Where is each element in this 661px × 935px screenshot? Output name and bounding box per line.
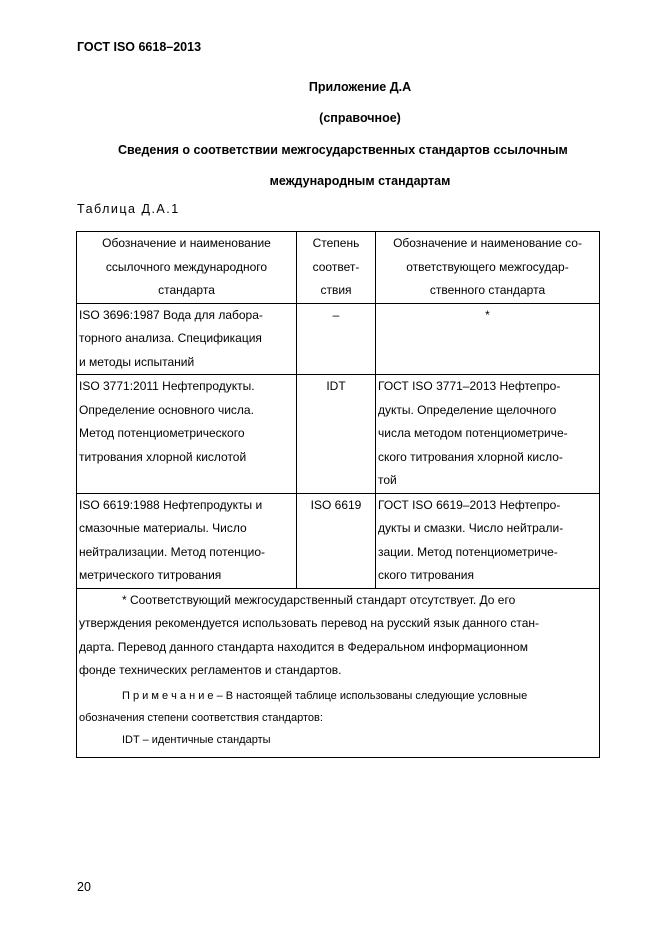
cell-line: * — [485, 307, 490, 322]
cell-line: титрования хлорной кислотой — [79, 449, 247, 464]
header-degree — [297, 232, 376, 304]
cell-line: ISO 3771:2011 Нефтепродукты. — [79, 379, 255, 393]
footnote-line: дарта. Перевод данного стандарта находится в Федеральном информационном — [79, 639, 529, 654]
header-national-standard — [376, 232, 600, 304]
cell-line: Метод потенциометрического — [79, 426, 245, 440]
table-caption: Таблица Д.А.1 — [77, 202, 180, 216]
header-line: соответ- — [312, 259, 360, 274]
cell-national-standard — [376, 303, 600, 375]
header-line: ссылочного международного — [105, 259, 268, 274]
correspondence-table — [76, 231, 600, 758]
note-text: – В настоящей таблице использованы следующие условные — [213, 689, 528, 702]
cell-line: нейтрализации. Метод потенцио- — [79, 544, 266, 559]
cell-intl-standard — [77, 375, 297, 494]
note-line — [79, 685, 597, 707]
cell-intl-standard — [77, 493, 297, 588]
cell-line: Определение основного числа. — [79, 402, 254, 417]
page-number: 20 — [77, 880, 91, 894]
cell-line: числа методом потенциометриче- — [378, 426, 568, 440]
note-label: П р и м е ч а н и е — [122, 689, 214, 702]
cell-national-standard — [376, 493, 600, 588]
cell-line: ского титрования — [378, 568, 474, 582]
table-row — [77, 303, 600, 375]
header-line: ственного стандарта — [429, 283, 546, 297]
cell-line: смазочные материалы. Число — [79, 521, 247, 535]
cell-national-standard — [376, 375, 600, 494]
footnote-line: утверждения рекомендуется использовать перевод на русский язык данного стан- — [79, 616, 540, 630]
cell-line: ского титрования хлорной кисло- — [378, 449, 563, 464]
appendix-kind: (справочное) — [319, 111, 401, 125]
cell-line: ГОСТ ISO 3771–2013 Нефтепро- — [378, 379, 561, 393]
cell-line: той — [378, 473, 397, 487]
appendix-heading-line1: Сведения о соответствии межгосударственных стандартов ссылочным — [118, 143, 568, 157]
appendix-title: Приложение Д.А — [308, 80, 412, 94]
header-intl-standard — [77, 232, 297, 304]
appendix-heading-line2: международным стандартам — [269, 174, 451, 188]
table-header-row — [77, 232, 600, 304]
table-footnote — [77, 588, 600, 757]
header-line: ответствующего межгосудар- — [406, 259, 569, 274]
header-line: Обозначение и наименование — [102, 236, 271, 250]
header-line: ствия — [320, 283, 352, 297]
cell-degree: – — [297, 303, 376, 375]
cell-intl-standard — [77, 303, 297, 375]
cell-degree: IDT — [297, 375, 376, 494]
cell-line: дукты и смазки. Число нейтрали- — [378, 521, 564, 535]
note-line: обозначения степени соответствия стандартов: — [79, 711, 323, 724]
cell-line: ISO 6619:1988 Нефтепродукты и — [79, 497, 263, 512]
cell-degree: ISO 6619 — [297, 493, 376, 588]
cell-line: ISO 3696:1987 Вода для лабора- — [79, 307, 263, 322]
header-line: Обозначение и наименование со- — [393, 236, 582, 250]
cell-line: и методы испытаний — [79, 354, 195, 369]
table-row — [77, 375, 600, 494]
table-row — [77, 493, 600, 588]
footnote-line: фонде технических регламентов и стандартов. — [79, 663, 342, 677]
note-line: IDT – идентичные стандарты — [122, 733, 271, 746]
cell-line: дукты. Определение щелочного — [378, 402, 557, 417]
header-line: стандарта — [158, 283, 215, 297]
cell-line: ГОСТ ISO 6619–2013 Нефтепро- — [378, 497, 561, 512]
footnote-line: * Соответствующий межгосударственный стандарт отсутствует. До его — [122, 592, 516, 607]
cell-line: торного анализа. Спецификация — [79, 331, 262, 345]
document-code: ГОСТ ISO 6618–2013 — [77, 40, 202, 54]
header-line: Степень — [312, 236, 360, 250]
cell-line: метрического титрования — [79, 568, 222, 582]
table-footnote-row — [77, 588, 600, 757]
cell-line: зации. Метод потенциометриче- — [378, 544, 558, 559]
